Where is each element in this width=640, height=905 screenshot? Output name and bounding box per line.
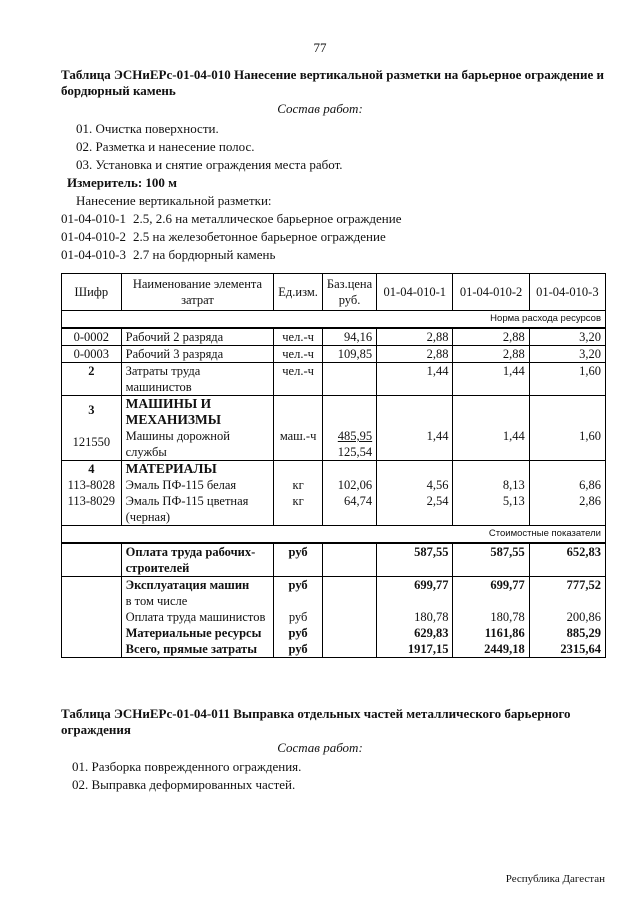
totals-name: Оплата труда рабочих-строителей (121, 543, 274, 577)
row-value: 1,44 (377, 396, 453, 461)
totals-row (62, 577, 606, 594)
machine-name: Машины дорожной службы (125, 429, 230, 459)
material-price: 64,74 (344, 494, 373, 508)
row-code: 0-0002 (62, 328, 122, 346)
header-variant-2: 01-04-010-2 (453, 274, 529, 311)
row-name: Рабочий 3 разряда (121, 346, 274, 363)
row-value: 3,20 (529, 328, 605, 346)
totals-value: 699,77 (453, 577, 529, 594)
work-item: 02. Разметка и нанесение полос. (76, 139, 255, 154)
totals-unit: руб (274, 609, 323, 625)
totals-row (62, 625, 606, 641)
material-value: 8,13 (502, 478, 525, 492)
material-unit: кг (292, 494, 304, 508)
totals-value: 629,83 (377, 625, 453, 641)
variant-desc: 2.7 на бордюрный камень (133, 247, 276, 262)
header-variant-1: 01-04-010-1 (377, 274, 453, 311)
price-a: 485,95 (337, 429, 373, 443)
totals-row (62, 593, 606, 609)
row-value: 2,88 (453, 346, 529, 363)
totals-value: 180,78 (453, 609, 529, 625)
row-code: 2 (62, 363, 122, 396)
work-item: 01. Разборка поврежденного ограждения. (72, 759, 302, 774)
row-value: 2,88 (377, 346, 453, 363)
totals-blank (62, 641, 122, 658)
totals-unit: руб (274, 543, 323, 577)
totals-value: 885,29 (529, 625, 605, 641)
table1-subtitle: Нанесение вертикальной разметки: (76, 193, 272, 208)
row-unit: чел.-ч (274, 346, 323, 363)
group-code: 4 (88, 462, 95, 476)
row-unit: маш.-ч (274, 396, 323, 461)
totals-blank (62, 593, 122, 609)
totals-value: 2449,18 (453, 641, 529, 658)
totals-value: 180,78 (377, 609, 453, 625)
norm-label: Норма расхода ресурсов (62, 311, 606, 329)
totals-price (322, 609, 376, 625)
totals-row (62, 609, 606, 625)
row-name (121, 461, 274, 526)
totals-value: 587,55 (377, 543, 453, 577)
totals-value: 699,77 (377, 577, 453, 594)
material-code: 113-8029 (67, 494, 116, 508)
table-header-row (62, 274, 606, 311)
variant-desc: 2.5, 2.6 на металлическое барьерное ограждение (133, 211, 402, 226)
totals-unit: руб (274, 641, 323, 658)
row-value: 1,60 (529, 363, 605, 396)
row-code: 0-0003 (62, 346, 122, 363)
group-code: 3 (88, 403, 95, 417)
totals-value: 1161,86 (453, 625, 529, 641)
row-name: Затраты труда машинистов (121, 363, 274, 396)
row-unit: чел.-ч (274, 363, 323, 396)
row-code (62, 396, 122, 461)
totals-price (322, 543, 376, 577)
row-unit (274, 461, 323, 526)
norm-label-row (62, 311, 606, 329)
table-row (62, 363, 606, 396)
totals-name: Материальные ресурсы (121, 625, 274, 641)
table1-title: Таблица ЭСНиЕРс-01-04-010 Нанесение вертикальной разметки на барьерное ограждение и бордюрный камень (61, 67, 604, 98)
totals-name: Оплата труда машинистов (121, 609, 274, 625)
totals-unit: руб (274, 577, 323, 594)
cost-label: Стоимостные показатели (62, 526, 606, 544)
totals-price (322, 641, 376, 658)
row-value (377, 461, 453, 526)
row-price (322, 461, 376, 526)
cost-label-row (62, 526, 606, 544)
material-value: 4,56 (426, 478, 449, 492)
table2-works-heading: Состав работ: (277, 740, 363, 755)
material-name: Эмаль ПФ-115 белая (125, 478, 237, 492)
totals-value: 587,55 (453, 543, 529, 577)
material-value: 2,54 (426, 494, 449, 508)
machine-code: 121550 (72, 435, 111, 449)
measure-unit: Измеритель: 100 м (67, 175, 178, 190)
group-title: МАТЕРИАЛЫ (125, 461, 217, 476)
totals-value: 2315,64 (529, 641, 605, 658)
totals-row (62, 641, 606, 658)
totals-value (377, 593, 453, 609)
row-price (322, 363, 376, 396)
material-code: 113-8028 (67, 478, 116, 492)
table-row (62, 461, 606, 526)
material-unit: кг (292, 478, 304, 492)
totals-value: 652,83 (529, 543, 605, 577)
row-value: 1,60 (529, 396, 605, 461)
totals-price (322, 625, 376, 641)
row-name: Рабочий 2 разряда (121, 328, 274, 346)
table-row (62, 328, 606, 346)
page-number: 77 (313, 40, 327, 55)
row-price: 94,16 (322, 328, 376, 346)
totals-name: Всего, прямые затраты (121, 641, 274, 658)
table-row (62, 396, 606, 461)
group-title: МАШИНЫ И МЕХАНИЗМЫ (125, 396, 221, 427)
totals-value (529, 593, 605, 609)
header-unit: Ед.изм. (274, 274, 323, 311)
row-price: 109,85 (322, 346, 376, 363)
table-row (62, 346, 606, 363)
work-item: 03. Установка и снятие ограждения места работ. (76, 157, 343, 172)
table2-title: Таблица ЭСНиЕРс-01-04-011 Выправка отдельных частей металлического барьерного ограждения (61, 706, 571, 737)
totals-blank (62, 543, 122, 577)
variant-desc: 2.5 на железобетонное барьерное ограждение (133, 229, 386, 244)
header-cipher: Шифр (62, 274, 122, 311)
row-code (62, 461, 122, 526)
variant-code: 01-04-010-3 (61, 247, 126, 262)
totals-unit: руб (274, 625, 323, 641)
row-name (121, 396, 274, 461)
totals-row (62, 543, 606, 577)
totals-blank (62, 577, 122, 594)
row-value: 1,44 (453, 396, 529, 461)
variant-code: 01-04-010-2 (61, 229, 126, 244)
material-name: Эмаль ПФ-115 цветная (черная) (125, 494, 249, 524)
work-item: 02. Выправка деформированных частей. (72, 777, 296, 792)
row-value: 2,88 (453, 328, 529, 346)
variant-code: 01-04-010-1 (61, 211, 126, 226)
totals-name: в том числе (121, 593, 274, 609)
footer-region: Республика Дагестан (505, 873, 605, 885)
price-b: 125,54 (337, 445, 373, 459)
row-value: 2,88 (377, 328, 453, 346)
totals-value: 1917,15 (377, 641, 453, 658)
row-value: 1,44 (453, 363, 529, 396)
row-value: 1,44 (377, 363, 453, 396)
totals-blank (62, 609, 122, 625)
totals-value: 200,86 (529, 609, 605, 625)
totals-unit (274, 593, 323, 609)
material-value: 6,86 (579, 478, 601, 492)
row-value (529, 461, 605, 526)
material-value: 5,13 (502, 494, 525, 508)
header-variant-3: 01-04-010-3 (529, 274, 605, 311)
row-price (322, 396, 376, 461)
totals-price (322, 577, 376, 594)
resources-table (61, 273, 606, 658)
material-value: 2,86 (579, 494, 601, 508)
row-unit: чел.-ч (274, 328, 323, 346)
totals-value (453, 593, 529, 609)
row-value (453, 461, 529, 526)
work-item: 01. Очистка поверхности. (76, 121, 219, 136)
header-name: Наименование элемента затрат (121, 274, 274, 311)
material-price: 102,06 (337, 478, 373, 492)
totals-name: Эксплуатация машин (121, 577, 274, 594)
totals-price (322, 593, 376, 609)
table1-works-heading: Состав работ: (277, 101, 363, 116)
row-value: 3,20 (529, 346, 605, 363)
totals-value: 777,52 (529, 577, 605, 594)
header-price: Баз.цена руб. (322, 274, 376, 311)
totals-blank (62, 625, 122, 641)
